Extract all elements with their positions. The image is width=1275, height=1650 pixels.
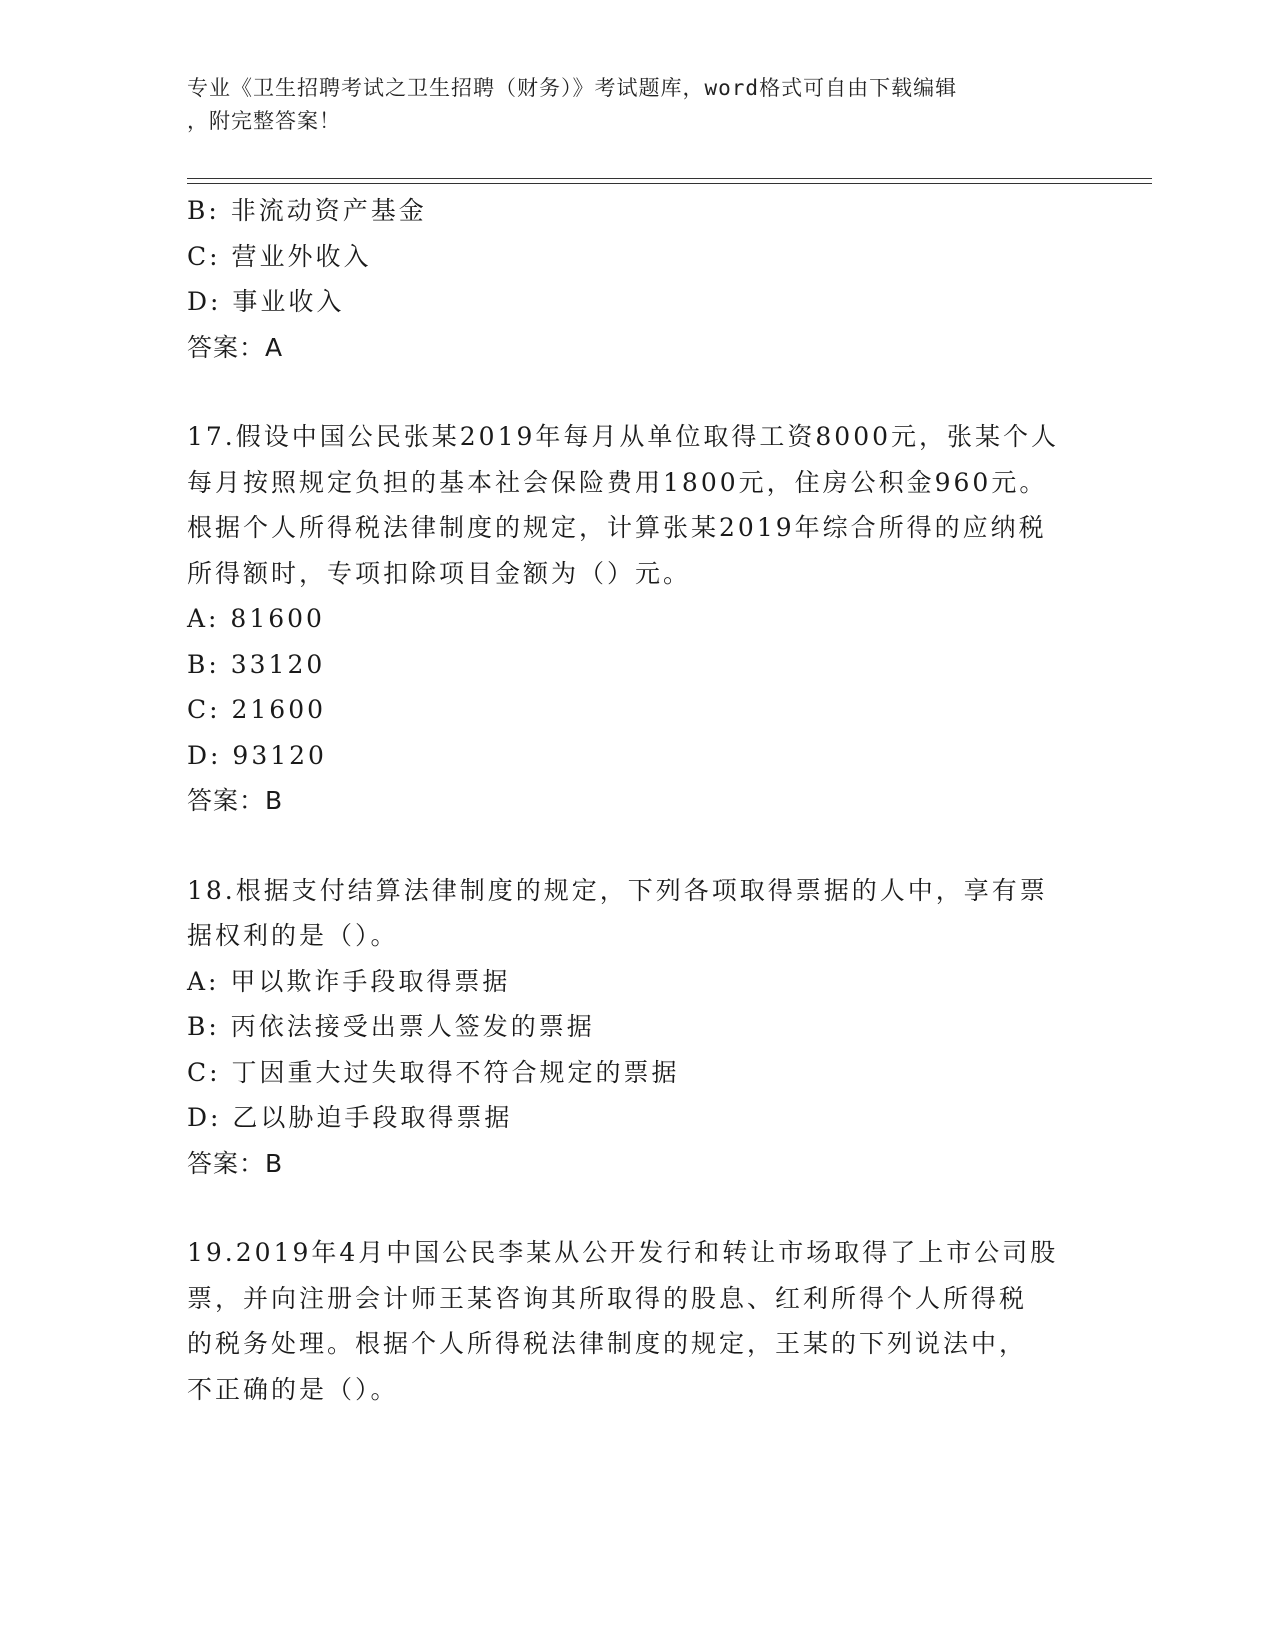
option-a: A: 81600 [187, 604, 325, 633]
option-d: D: 乙以胁迫手段取得票据 [187, 1103, 513, 1132]
option-b: B: 非流动资产基金 [187, 196, 427, 225]
answer-line: 答案：B [187, 786, 284, 815]
question-stem-line: 18.根据支付结算法律制度的规定，下列各项取得票据的人中，享有票 [187, 875, 1048, 905]
question-stem-line: 每月按照规定负担的基本社会保险费用1800元，住房公积金960元。 [187, 467, 1048, 497]
document-body [187, 188, 1087, 1412]
option-d: D: 93120 [187, 740, 327, 770]
header-line-1: 专业《卫生招聘考试之卫生招聘（财务）》考试题库，word格式可自由下载编辑 [187, 76, 958, 100]
option-b: B: 33120 [187, 649, 326, 679]
question-stem-line: 19.2019年4月中国公民李某从公开发行和转让市场取得了上市公司股 [187, 1238, 1059, 1267]
option-a: A: 甲以欺诈手段取得票据 [187, 966, 511, 996]
question-stem-line: 票，并向注册会计师王某咨询其所取得的股息、红利所得个人所得税 [187, 1283, 1028, 1313]
question-17 [187, 414, 1087, 824]
question-stem-line: 所得额时，专项扣除项目金额为（）元。 [187, 558, 692, 588]
option-b: B: 丙依法接受出票人签发的票据 [187, 1012, 595, 1041]
question-stem-line: 的税务处理。根据个人所得税法律制度的规定，王某的下列说法中， [187, 1329, 1028, 1358]
header-rule-bottom [187, 183, 1152, 184]
option-d: D: 事业收入 [187, 287, 345, 316]
question-stem-line: 根据个人所得税法律制度的规定，计算张某2019年综合所得的应纳税 [187, 513, 1047, 542]
answer-line: 答案：A [187, 332, 284, 362]
header-line-2: ，附完整答案！ [187, 109, 341, 133]
question-stem-line: 据权利的是（）。 [187, 921, 399, 950]
question-stem-line: 17.假设中国公民张某2019年每月从单位取得工资8000元，张某个人 [187, 422, 1060, 451]
question-19 [187, 1230, 1087, 1412]
option-c: C: 丁因重大过失取得不符合规定的票据 [187, 1057, 680, 1087]
header-rule-top [187, 178, 1152, 179]
question-stem-line: 不正确的是（）。 [187, 1374, 399, 1404]
question-18 [187, 868, 1087, 1187]
question-16-tail [187, 188, 1087, 370]
document-header [187, 72, 1087, 138]
option-c: C: 营业外收入 [187, 241, 372, 271]
option-c: C: 21600 [187, 695, 327, 724]
answer-line: 答案：B [187, 1148, 284, 1178]
